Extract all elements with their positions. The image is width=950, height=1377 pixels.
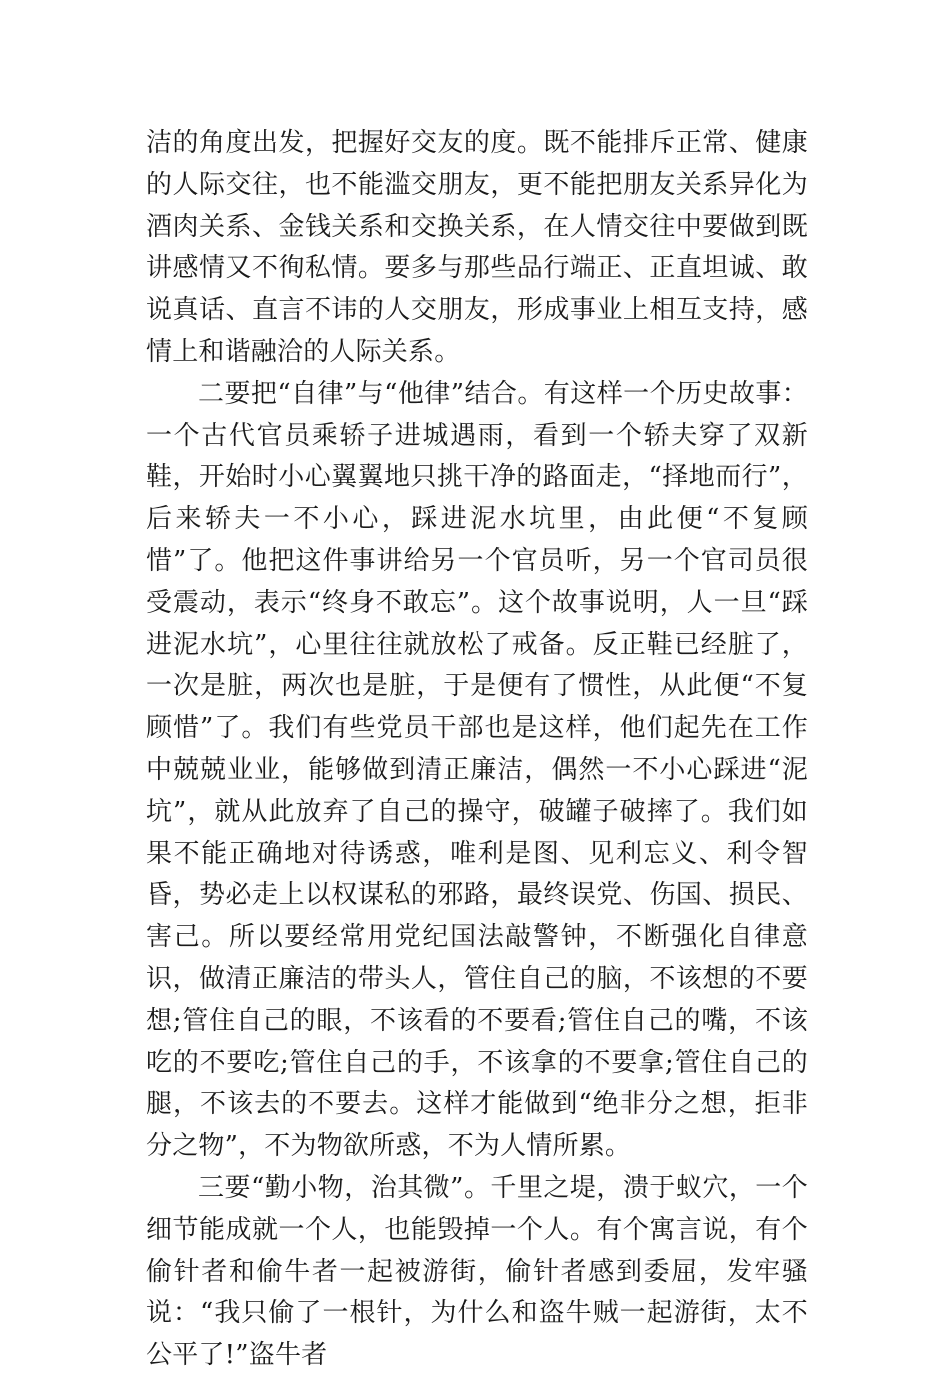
body-text [146,123,808,1377]
paragraph-1: 洁的角度出发，把握好交友的度。既不能排斥正常、健康的人际交往，也不能滥交朋友，更不能把朋友关系异化为酒肉关系、金钱关系和交换关系，在人情交往中要做到既讲感情又不徇私情。要多与那些品行端正、正直坦诚、敢说真话、直言不讳的人交朋友，形成事业上相互支持，感情上和谐融洽的人际关系。 [146,128,808,367]
paragraph-2: 二要把“自律”与“他律”结合。有这样一个历史故事：一个古代官员乘轿子进城遇雨，看到一个轿夫穿了双新鞋，开始时小心翼翼地只挑干净的路面走，“择地而行”，后来轿夫一不小心，踩进泥水坑里，由此便“不复顾惜”了。他把这件事讲给另一个官员听，另一个官司员很受震动，表示“终身不敢忘”。这个故事说明，人一旦“踩进泥水坑”，心里往往就放松了戒备。反正鞋已经脏了，一次是脏，两次也是脏，于是便有了惯性，从此便“不复顾惜”了。我们有些党员干部也是这样，他们起先在工作中兢兢业业，能够做到清正廉洁，偶然一不小心踩进“泥坑”，就从此放弃了自己的操守，破罐子破摔了。我们如果不能正确地对待诱惑，唯利是图、见利忘义、利令智昏，势必走上以权谋私的邪路，最终误党、伤国、损民、害己。所以要经常用党纪国法敲警钟，不断强化自律意识，做清正廉洁的带头人，管住自己的脑，不该想的不要想;管住自己的眼，不该看的不要看;管住自己的嘴，不该吃的不要吃;管住自己的手，不该拿的不要拿;管住自己的腿，不该去的不要去。这样才能做到“绝非分之想，拒非分之物”，不为物欲所惑，不为人情所累。 [146,378,808,1162]
paragraph-3: 三要“勤小物，治其微”。千里之堤，溃于蚁穴，一个细节能成就一个人，也能毁掉一个人。有个寓言说，有个偷针者和偷牛者一起被游街，偷针者感到委屈，发牢骚说：“我只偷了一根针，为什么和盗牛贼一起游街，太不公平了!”盗牛者 [146,1172,808,1371]
